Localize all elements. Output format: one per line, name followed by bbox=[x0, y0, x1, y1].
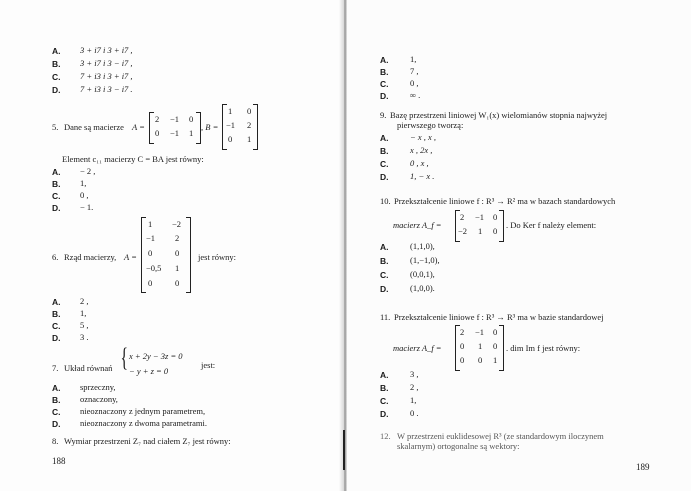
question-tail: jest równy: bbox=[198, 252, 237, 262]
matrix-cell: 1 bbox=[478, 341, 483, 351]
option-text: 1, bbox=[410, 54, 417, 64]
matrix-cell: 0 bbox=[189, 114, 194, 124]
matrix-label: macierz A_f = bbox=[393, 220, 442, 230]
question-number: 6. bbox=[52, 252, 59, 262]
option-letter: C. bbox=[52, 321, 61, 331]
question-stem: Przekształcenie liniowe f : R³ → R² ma w bazach standardowych bbox=[394, 196, 616, 206]
matrix-cell: 1 bbox=[228, 106, 233, 116]
option-text: x , 2x , bbox=[410, 145, 433, 155]
option-letter: B. bbox=[52, 395, 61, 405]
matrix-label: macierz A_f = bbox=[393, 343, 442, 353]
question-number: 9. bbox=[380, 110, 387, 120]
option-letter: D. bbox=[380, 409, 389, 419]
matrix-cell: 1 bbox=[175, 263, 180, 273]
matrix-cell: 1 bbox=[189, 128, 194, 138]
option-letter: C. bbox=[380, 159, 389, 169]
option-letter: B. bbox=[380, 146, 389, 156]
option-letter: B. bbox=[52, 59, 61, 69]
option-text: (1,1,0), bbox=[410, 241, 435, 251]
option-letter: D. bbox=[52, 333, 61, 343]
question-stem: Rząd macierzy, bbox=[64, 252, 117, 262]
matrix-cell: 0 bbox=[493, 212, 498, 222]
option-text: 0 . bbox=[410, 408, 419, 418]
matrix-cell: 0 bbox=[460, 355, 465, 365]
option-text: (1,0,0). bbox=[410, 283, 435, 293]
question-tail: . dim Im f jest równy: bbox=[506, 343, 581, 353]
matrix-label: , B = bbox=[201, 122, 219, 132]
option-letter: A. bbox=[52, 46, 61, 56]
matrix-cell: 0 bbox=[493, 327, 498, 337]
question-line: pierwszego tworzą: bbox=[397, 120, 464, 130]
option-text: 3 + i7 i 3 + i7 , bbox=[80, 45, 133, 55]
matrix-cell: 2 bbox=[247, 120, 252, 130]
option-text: 0 , bbox=[80, 190, 89, 200]
option-text: 7 + i3 i 3 − i7 . bbox=[80, 84, 133, 94]
question-stem: Układ równań bbox=[64, 363, 113, 373]
matrix-cell: 0 bbox=[460, 341, 465, 351]
question-line: skalarnym) ortogonalne są wektory: bbox=[397, 441, 520, 451]
matrix-cell: −2 bbox=[172, 219, 182, 229]
equation-1: x + 2y − 3z = 0 bbox=[129, 351, 183, 361]
matrix-cell: −1 bbox=[170, 114, 180, 124]
option-letter: C. bbox=[52, 191, 61, 201]
option-text: oznaczony, bbox=[80, 394, 118, 404]
option-letter: A. bbox=[52, 383, 61, 393]
option-text: (0,0,1), bbox=[410, 269, 435, 279]
option-letter: A. bbox=[380, 133, 389, 143]
matrix-cell: 0 bbox=[148, 278, 153, 288]
matrix-cell: −1 bbox=[475, 212, 485, 222]
question-number: 7. bbox=[52, 363, 59, 373]
option-text: nieoznaczony z dwoma parametrami. bbox=[80, 418, 207, 428]
option-letter: C. bbox=[52, 407, 61, 417]
matrix-cell: 0 bbox=[493, 341, 498, 351]
option-text: 3 . bbox=[80, 332, 89, 342]
option-text: 2 , bbox=[80, 296, 89, 306]
option-letter: A. bbox=[380, 370, 389, 380]
matrix-cell: 0 bbox=[155, 128, 160, 138]
matrix-cell: 1 bbox=[478, 226, 483, 236]
option-letter: B. bbox=[52, 309, 61, 319]
option-letter: D. bbox=[52, 419, 61, 429]
option-text: 1, bbox=[80, 178, 87, 188]
option-text: nieoznaczony z jednym parametrem, bbox=[80, 406, 206, 416]
option-text: 3 , bbox=[410, 369, 419, 379]
option-text: − 1. bbox=[80, 202, 94, 212]
matrix-cell: 0 bbox=[175, 248, 180, 258]
left-page bbox=[0, 0, 344, 491]
matrix-cell: 2 bbox=[460, 327, 465, 337]
matrix-cell: 0 bbox=[228, 134, 233, 144]
question-stem: Dane są macierze bbox=[64, 122, 124, 132]
question-number: 10. bbox=[380, 196, 391, 206]
option-text: 2 , bbox=[410, 382, 419, 392]
matrix-cell: −2 bbox=[458, 226, 468, 236]
option-text: − 2 , bbox=[80, 166, 96, 176]
question-stem: Wymiar przestrzeni Z₇ nad ciałem Z₇ jest równy: bbox=[64, 436, 231, 446]
question-number: 12. bbox=[380, 431, 391, 441]
option-letter: D. bbox=[380, 172, 389, 182]
option-letter: A. bbox=[52, 167, 61, 177]
option-letter: C. bbox=[52, 72, 61, 82]
matrix-cell: 1 bbox=[148, 219, 153, 229]
matrix-cell: 2 bbox=[460, 212, 465, 222]
option-letter: C. bbox=[380, 79, 389, 89]
option-letter: D. bbox=[380, 284, 389, 294]
option-text: 0 , x , bbox=[410, 158, 429, 168]
matrix-cell: −1 bbox=[226, 120, 236, 130]
question-tail: . Do Ker f należy element: bbox=[506, 220, 597, 230]
matrix-cell: −0,5 bbox=[146, 263, 162, 273]
question-stem: Przekształcenie liniowe f : R³ → R³ ma w bazie standardowej bbox=[394, 312, 604, 322]
question-line: W przestrzeni euklidesowej R³ (ze standardowym iloczynem bbox=[397, 431, 604, 441]
equation-2: − y + z = 0 bbox=[129, 366, 169, 376]
system-brace: { bbox=[120, 343, 128, 372]
matrix-cell: 0 bbox=[478, 355, 483, 365]
matrix-cell: −1 bbox=[170, 128, 180, 138]
sub-question: Element c₁₁ macierzy C = BA jest równy: bbox=[62, 154, 204, 164]
option-text: ∞ . bbox=[410, 90, 421, 100]
question-number: 8. bbox=[52, 436, 59, 446]
option-text: (1,−1,0), bbox=[410, 255, 440, 265]
question-number: 5. bbox=[52, 122, 59, 132]
matrix-cell: −1 bbox=[146, 233, 156, 243]
option-letter: C. bbox=[380, 396, 389, 406]
option-letter: C. bbox=[380, 270, 389, 280]
option-text: 1, − x . bbox=[410, 171, 435, 181]
option-text: − x , x , bbox=[410, 132, 437, 142]
option-letter: B. bbox=[380, 383, 389, 393]
question-line: Bazę przestrzeni liniowej W₁(x) wielomianów stopnia najwyżej bbox=[390, 110, 608, 120]
option-letter: A. bbox=[380, 242, 389, 252]
matrix-cell: 0 bbox=[247, 106, 252, 116]
question-number: 11. bbox=[380, 312, 391, 322]
matrix-label: A = bbox=[132, 122, 145, 132]
matrix-cell: 0 bbox=[175, 278, 180, 288]
matrix-cell: 2 bbox=[175, 233, 180, 243]
matrix-cell: 2 bbox=[155, 114, 160, 124]
right-page bbox=[347, 0, 691, 491]
question-tail: jest: bbox=[201, 360, 216, 370]
option-letter: D. bbox=[52, 203, 61, 213]
option-letter: D. bbox=[380, 91, 389, 101]
option-letter: D. bbox=[52, 85, 61, 95]
option-text: 1, bbox=[410, 395, 417, 405]
option-text: 7 , bbox=[410, 66, 419, 76]
option-text: 1, bbox=[80, 308, 87, 318]
matrix-cell: 1 bbox=[247, 134, 252, 144]
option-text: 5 , bbox=[80, 320, 89, 330]
option-text: sprzeczny, bbox=[80, 382, 116, 392]
binding-mark bbox=[343, 430, 345, 470]
page-number: 189 bbox=[636, 462, 650, 472]
option-letter: B. bbox=[380, 67, 389, 77]
option-text: 3 + i7 i 3 − i7 , bbox=[80, 58, 133, 68]
option-text: 7 + i3 i 3 + i7 , bbox=[80, 71, 133, 81]
option-letter: B. bbox=[52, 179, 61, 189]
matrix-cell: 0 bbox=[148, 248, 153, 258]
option-text: 0 , bbox=[410, 78, 419, 88]
page-number: 188 bbox=[52, 456, 66, 466]
option-letter: B. bbox=[380, 256, 389, 266]
matrix-cell: 1 bbox=[493, 355, 498, 365]
matrix-label: A = bbox=[124, 252, 137, 262]
option-letter: A. bbox=[380, 55, 389, 65]
matrix-cell: 0 bbox=[493, 226, 498, 236]
option-letter: A. bbox=[52, 297, 61, 307]
matrix-cell: −1 bbox=[475, 327, 485, 337]
